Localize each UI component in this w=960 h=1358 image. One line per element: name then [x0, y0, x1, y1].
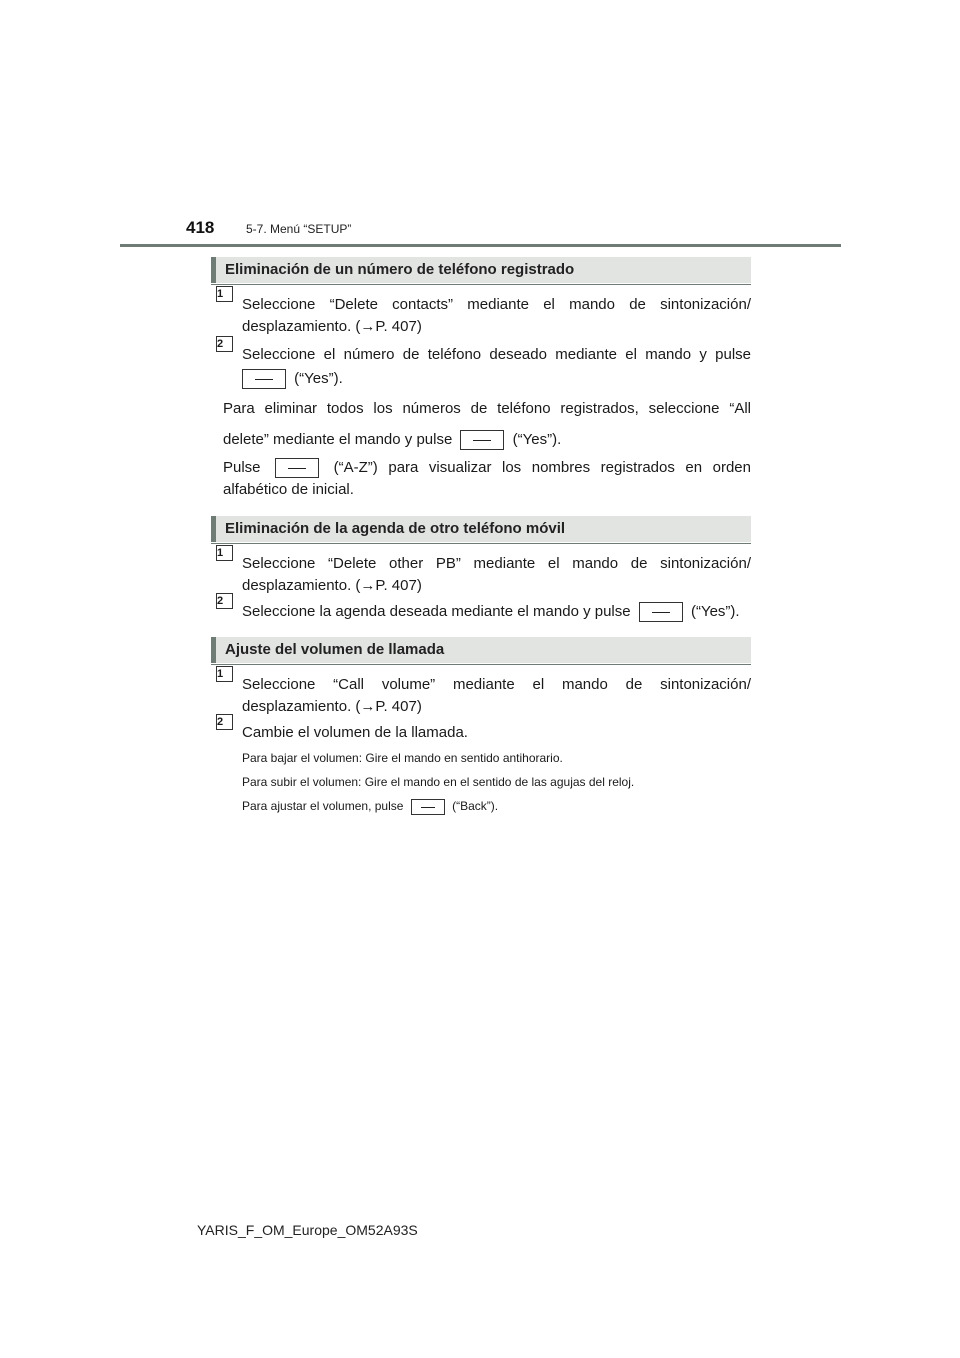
volume-set-note	[211, 798, 751, 815]
note-text: Pulse	[223, 459, 261, 476]
note-text: Para eliminar todos los números de teléfono registrados, seleccione “All	[223, 400, 751, 417]
yes-button-icon	[460, 430, 504, 450]
step-text-end: (“Yes”).	[294, 370, 343, 387]
page-number: 418	[186, 218, 215, 237]
step-text: Seleccione “Delete other PB” mediante el mando de sintonización/ desplazamiento. (→P. 407)	[242, 555, 751, 594]
step-number-badge: 2	[216, 593, 233, 609]
page-content	[211, 257, 751, 815]
a-z-button-icon	[275, 458, 319, 478]
step-text: Seleccione “Call volume” mediante el mando de sintonización/ desplazamiento. (→P. 407)	[242, 676, 751, 715]
footer-document-code: YARIS_F_OM_Europe_OM52A93S	[197, 1222, 418, 1238]
note-text: (“Back”).	[452, 799, 499, 813]
back-button-icon	[411, 799, 445, 815]
step-text-end: (“Yes”).	[690, 603, 740, 620]
note-a-z	[211, 457, 751, 501]
note-text: Para ajustar el volumen, pulse	[242, 799, 404, 813]
step-number-badge: 2	[216, 336, 233, 352]
volume-down-note: Para bajar el volumen: Gire el mando en sentido antihorario.	[242, 751, 563, 765]
note-text: (“Yes”).	[512, 431, 562, 448]
note-delete-all	[211, 398, 751, 451]
step-text: Seleccione el número de teléfono deseado mediante el mando y pulse	[242, 346, 751, 363]
section-header-delete-number: Eliminación de un número de teléfono registrado	[211, 257, 751, 283]
yes-button-icon	[242, 369, 286, 389]
yes-button-icon	[639, 602, 683, 622]
step-1	[211, 288, 751, 338]
note-text: delete” mediante el mando y pulse	[223, 431, 453, 448]
step-number-badge: 1	[216, 286, 233, 302]
step-1	[211, 547, 751, 597]
step-number-badge: 1	[216, 545, 233, 561]
step-text: Seleccione “Delete contacts” mediante el mando de sintonización/ desplazamiento. (→P. 407)	[242, 296, 751, 335]
step-text: Cambie el volumen de la llamada.	[242, 724, 468, 741]
note-text: (“A-Z”) para visualizar los nombres registrados en orden alfabético de inicial.	[223, 459, 751, 498]
section-header-call-volume: Ajuste del volumen de llamada	[211, 637, 751, 663]
section-reference: 5-7. Menú “SETUP”	[246, 222, 352, 236]
step-text: Seleccione la agenda deseada mediante el mando y pulse	[242, 603, 631, 620]
header-rule	[120, 244, 841, 247]
section-header-delete-other-phonebook: Eliminación de la agenda de otro teléfono móvil	[211, 516, 751, 542]
step-number-badge: 2	[216, 714, 233, 730]
volume-up-note: Para subir el volumen: Gire el mando en el sentido de las agujas del reloj.	[242, 775, 635, 789]
step-2	[211, 338, 751, 390]
step-1	[211, 668, 751, 718]
step-number-badge: 1	[216, 666, 233, 682]
step-2	[211, 595, 751, 623]
step-2	[211, 716, 751, 744]
